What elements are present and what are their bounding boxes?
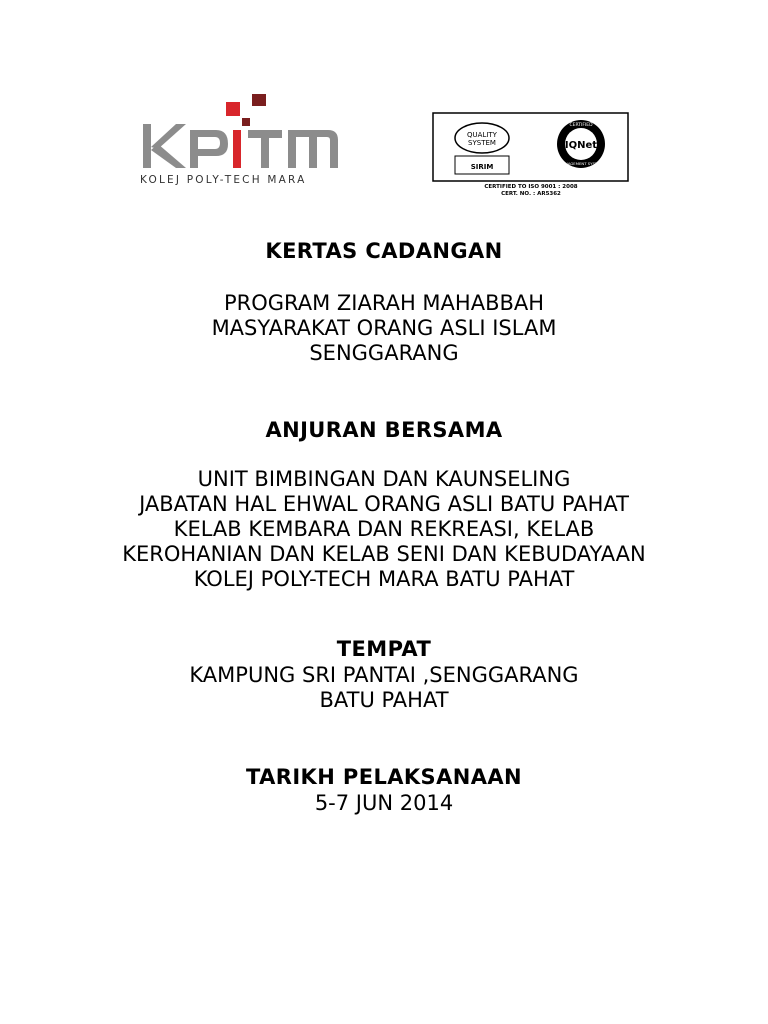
svg-text:CERT. NO. : AR5362: CERT. NO. : AR5362 xyxy=(501,191,561,197)
kptm-tagline: KOLEJ POLY-TECH MARA xyxy=(140,174,307,186)
svg-text:SYSTEM: SYSTEM xyxy=(468,139,496,147)
organizer-line: JABATAN HAL EHWAL ORANG ASLI BATU PAHAT xyxy=(139,492,629,516)
program-line: PROGRAM ZIARAH MAHABBAH xyxy=(223,291,545,315)
organizer-list xyxy=(0,467,768,592)
organizer-line: KEROHANIAN DAN KELAB SENI DAN KEBUDAYAAN xyxy=(122,542,646,566)
program-line: MASYARAKAT ORANG ASLI ISLAM xyxy=(211,316,557,340)
organizer-heading: ANJURAN BERSAMA xyxy=(265,418,503,442)
venue-line: KAMPUNG SRI PANTAI ,SENGGARANG xyxy=(189,663,579,687)
organizer-line: KOLEJ POLY-TECH MARA BATU PAHAT xyxy=(193,567,575,591)
venue-block xyxy=(0,663,768,713)
svg-text:SIRIM: SIRIM xyxy=(470,163,494,171)
svg-text:CERTIFIED: CERTIFIED xyxy=(569,123,593,128)
date-value: 5-7 JUN 2014 xyxy=(314,791,454,815)
organizer-line: UNIT BIMBINGAN DAN KAUNSELING xyxy=(197,467,571,491)
kptm-logo xyxy=(138,92,343,187)
date-heading: TARIKH PELAKSANAAN xyxy=(246,765,522,789)
svg-text:CERTIFIED TO ISO 9001 : 2008: CERTIFIED TO ISO 9001 : 2008 xyxy=(484,184,578,190)
venue-heading: TEMPAT xyxy=(336,637,432,661)
program-title xyxy=(0,291,768,366)
svg-text:MANAGEMENT SYSTEM: MANAGEMENT SYSTEM xyxy=(559,161,603,166)
svg-text:IQNet: IQNet xyxy=(564,140,598,151)
svg-text:QUALITY: QUALITY xyxy=(467,131,497,139)
program-line: SENGGARANG xyxy=(309,341,459,365)
organizer-line: KELAB KEMBARA DAN REKREASI, KELAB xyxy=(173,517,595,541)
iso-certification-logo xyxy=(432,112,630,198)
venue-line: BATU PAHAT xyxy=(319,688,449,712)
document-heading: KERTAS CADANGAN xyxy=(265,239,503,263)
